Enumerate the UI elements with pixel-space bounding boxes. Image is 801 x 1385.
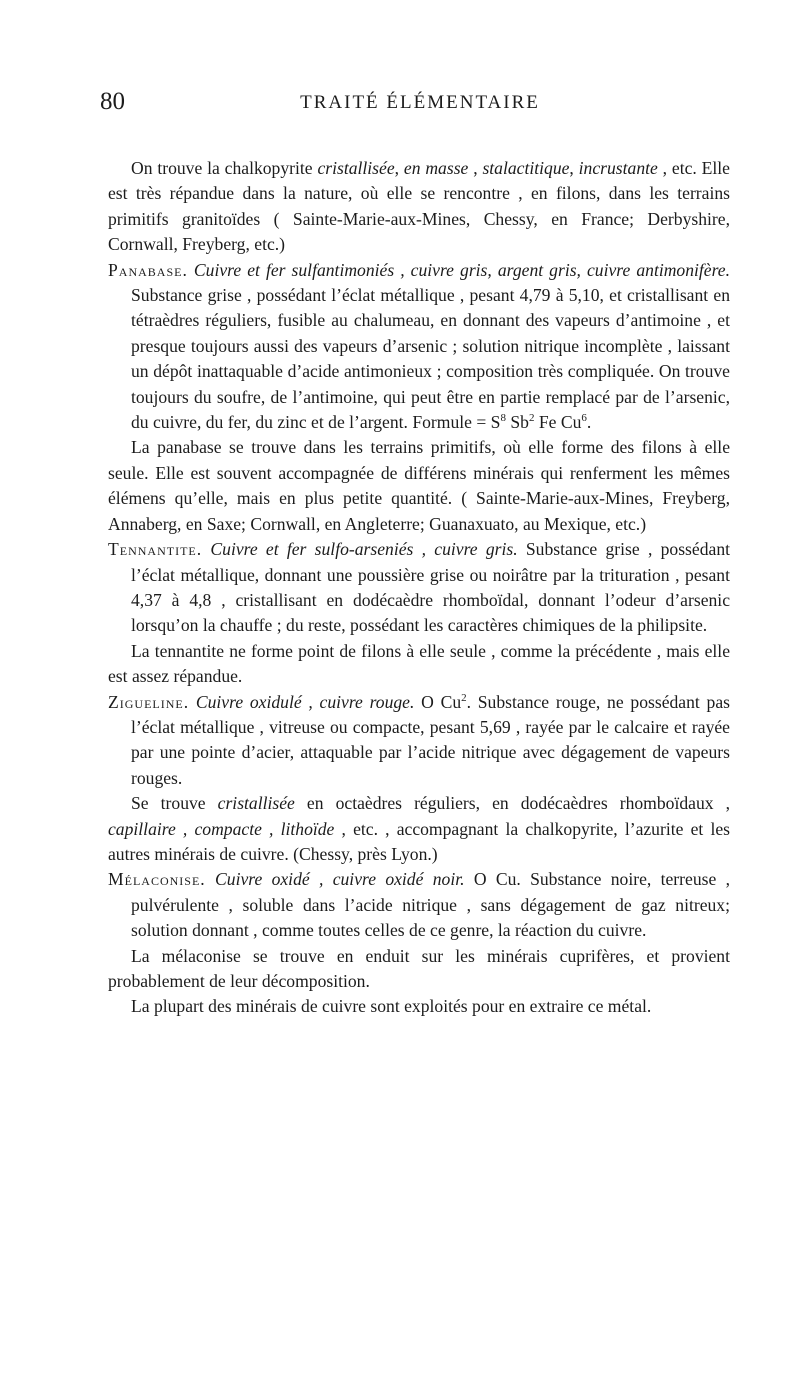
paragraph-zigueline-occurrence: [108, 791, 730, 867]
text-run: , etc. , accompagnant la chalkopyrite, l’azurite et les autres minérais de cuivre. (Chessy, près Lyon.): [108, 818, 730, 864]
formula-part: Sb: [505, 412, 529, 433]
formula-sup: 8: [500, 412, 506, 425]
formula-part: Fe Cu: [534, 412, 582, 433]
description-panabase: Substance grise , possédant l’éclat métallique , pesant 4,79 à 5,10, et cristallisant en tétraèdres réguliers, fusible au chalumeau, en donnant des vapeurs d’antimoine , et presque toujours aussi des vapeurs d’arsenic ; solution nitrique incomplète , laissant un dépôt inattaquable d’acide antimonieux ; composition très compliquée. On trouve toujours du soufre, de l’antimoine, qui peut être en partie remplacé par de l’arsenic, du cuivre, du fer, du zinc et de l’argent. Formule = S: [131, 285, 730, 433]
page-header: [100, 88, 740, 124]
italic-run: capillaire , compacte , lithoïde: [108, 818, 335, 839]
mineral-name-melaconise: Mélaconise.: [108, 869, 206, 890]
text-run: , etc. Elle est très répandue dans la nature, où elle se rencontre , en filons, dans les terrains primitifs granitoïdes ( Sainte-Marie-aux-Mines, Chessy, en France; Derbyshire, Cornwall, Freyberg, etc.): [108, 158, 730, 255]
text-run: ,: [394, 158, 404, 178]
description-melaconise: O Cu. Substance noire, terreuse , pulvérulente , soluble dans l’acide nitrique , sans dégagement de gaz nitreux; solution donnant , comme toutes celles de ce genre, la réaction du cuivre.: [131, 869, 730, 941]
italic-run: stalactitique: [482, 158, 570, 178]
paragraph-melaconise-occurrence: La mélaconise se trouve en enduit sur les minérais cuprifères, et provient probablement de leur décomposition.: [108, 945, 730, 991]
italic-run: en masse: [403, 158, 469, 178]
paragraph-panabase-occurrence: La panabase se trouve dans les terrains primitifs, où elle forme des filons à elle seule. Elle est souvent accompagnée de différens minérais qui renferment les mêmes élémens qu’elle, mais en plus petite quantité. ( Sainte-Marie-aux-Mines, Freyberg, Annaberg, en Saxe; Cornwall, en Angleterre; Guanaxuato, au Mexique, etc.): [108, 437, 730, 534]
italic-run: cristallisée: [317, 158, 395, 178]
formula-sup: 2: [528, 412, 535, 425]
paragraph-copper-exploitation: La plupart des minérais de cuivre sont exploités pour en extraire ce métal.: [131, 996, 652, 1017]
italic-run: cristallisée: [217, 793, 295, 814]
formula-part: O Cu: [414, 691, 462, 712]
synonyms-melaconise: Cuivre oxidé , cuivre oxidé noir.: [215, 869, 465, 890]
mineral-name-zigueline: Zigueline.: [108, 691, 190, 712]
text-run: ,: [569, 158, 579, 178]
text-run: Se trouve: [131, 793, 218, 814]
mineral-name-panabase: Panabase.: [108, 259, 188, 280]
mineral-name-tennantite: Tennantite.: [108, 539, 203, 560]
paragraph-chalkopyrite-occurrence: [108, 156, 730, 258]
description-zigueline: . Substance rouge, ne possédant pas l’éclat métallique , vitreuse ou compacte, pesant 5,69 , rayée par le calcaire et rayée par une pointe d’acier, attaquable par l’acide nitrique avec dégagement de vapeurs rouges.: [131, 691, 730, 788]
synonyms-zigueline: Cuivre oxidulé , cuivre rouge.: [195, 691, 415, 712]
entry-melaconise: [108, 867, 730, 943]
text-run: en octaèdres réguliers, en dodécaèdres rhomboïdaux ,: [294, 793, 730, 814]
entry-panabase: [108, 258, 730, 436]
text-run: ,: [468, 158, 483, 178]
paragraph-tennantite-occurrence: La tennantite ne forme point de filons à elle seule , comme la précédente , mais elle est assez répandue.: [108, 640, 730, 687]
page-body: [108, 156, 730, 1020]
running-title: TRAITÉ ÉLÉMENTAIRE: [300, 92, 540, 113]
page-number: 80: [100, 88, 125, 115]
description-tennantite: Substance grise , possédant l’éclat métallique, donnant une poussière grise ou noirâtre par la trituration , pesant 4,37 à 4,8 , cristallisant en dodécaèdre rhomboïdal, donnant l’odeur d’arsenic lorsqu’on la chauffe ; du reste, possédant les caractères chimiques de la philipsite.: [131, 539, 730, 636]
formula-part: .: [586, 412, 592, 433]
formula-sup: 6: [581, 412, 587, 425]
text-run: On trouve la chalkopyrite: [131, 158, 318, 178]
italic-run: incrustante: [578, 158, 658, 178]
synonyms-tennantite: Cuivre et fer sulfo-arseniés , cuivre gris.: [210, 539, 518, 560]
synonyms-panabase: Cuivre et fer sulfantimoniés , cuivre gris, argent gris, cuivre antimonifère.: [193, 259, 731, 280]
formula-sup: 2: [461, 691, 467, 704]
entry-tennantite: [108, 537, 730, 639]
entry-zigueline: [108, 690, 730, 792]
